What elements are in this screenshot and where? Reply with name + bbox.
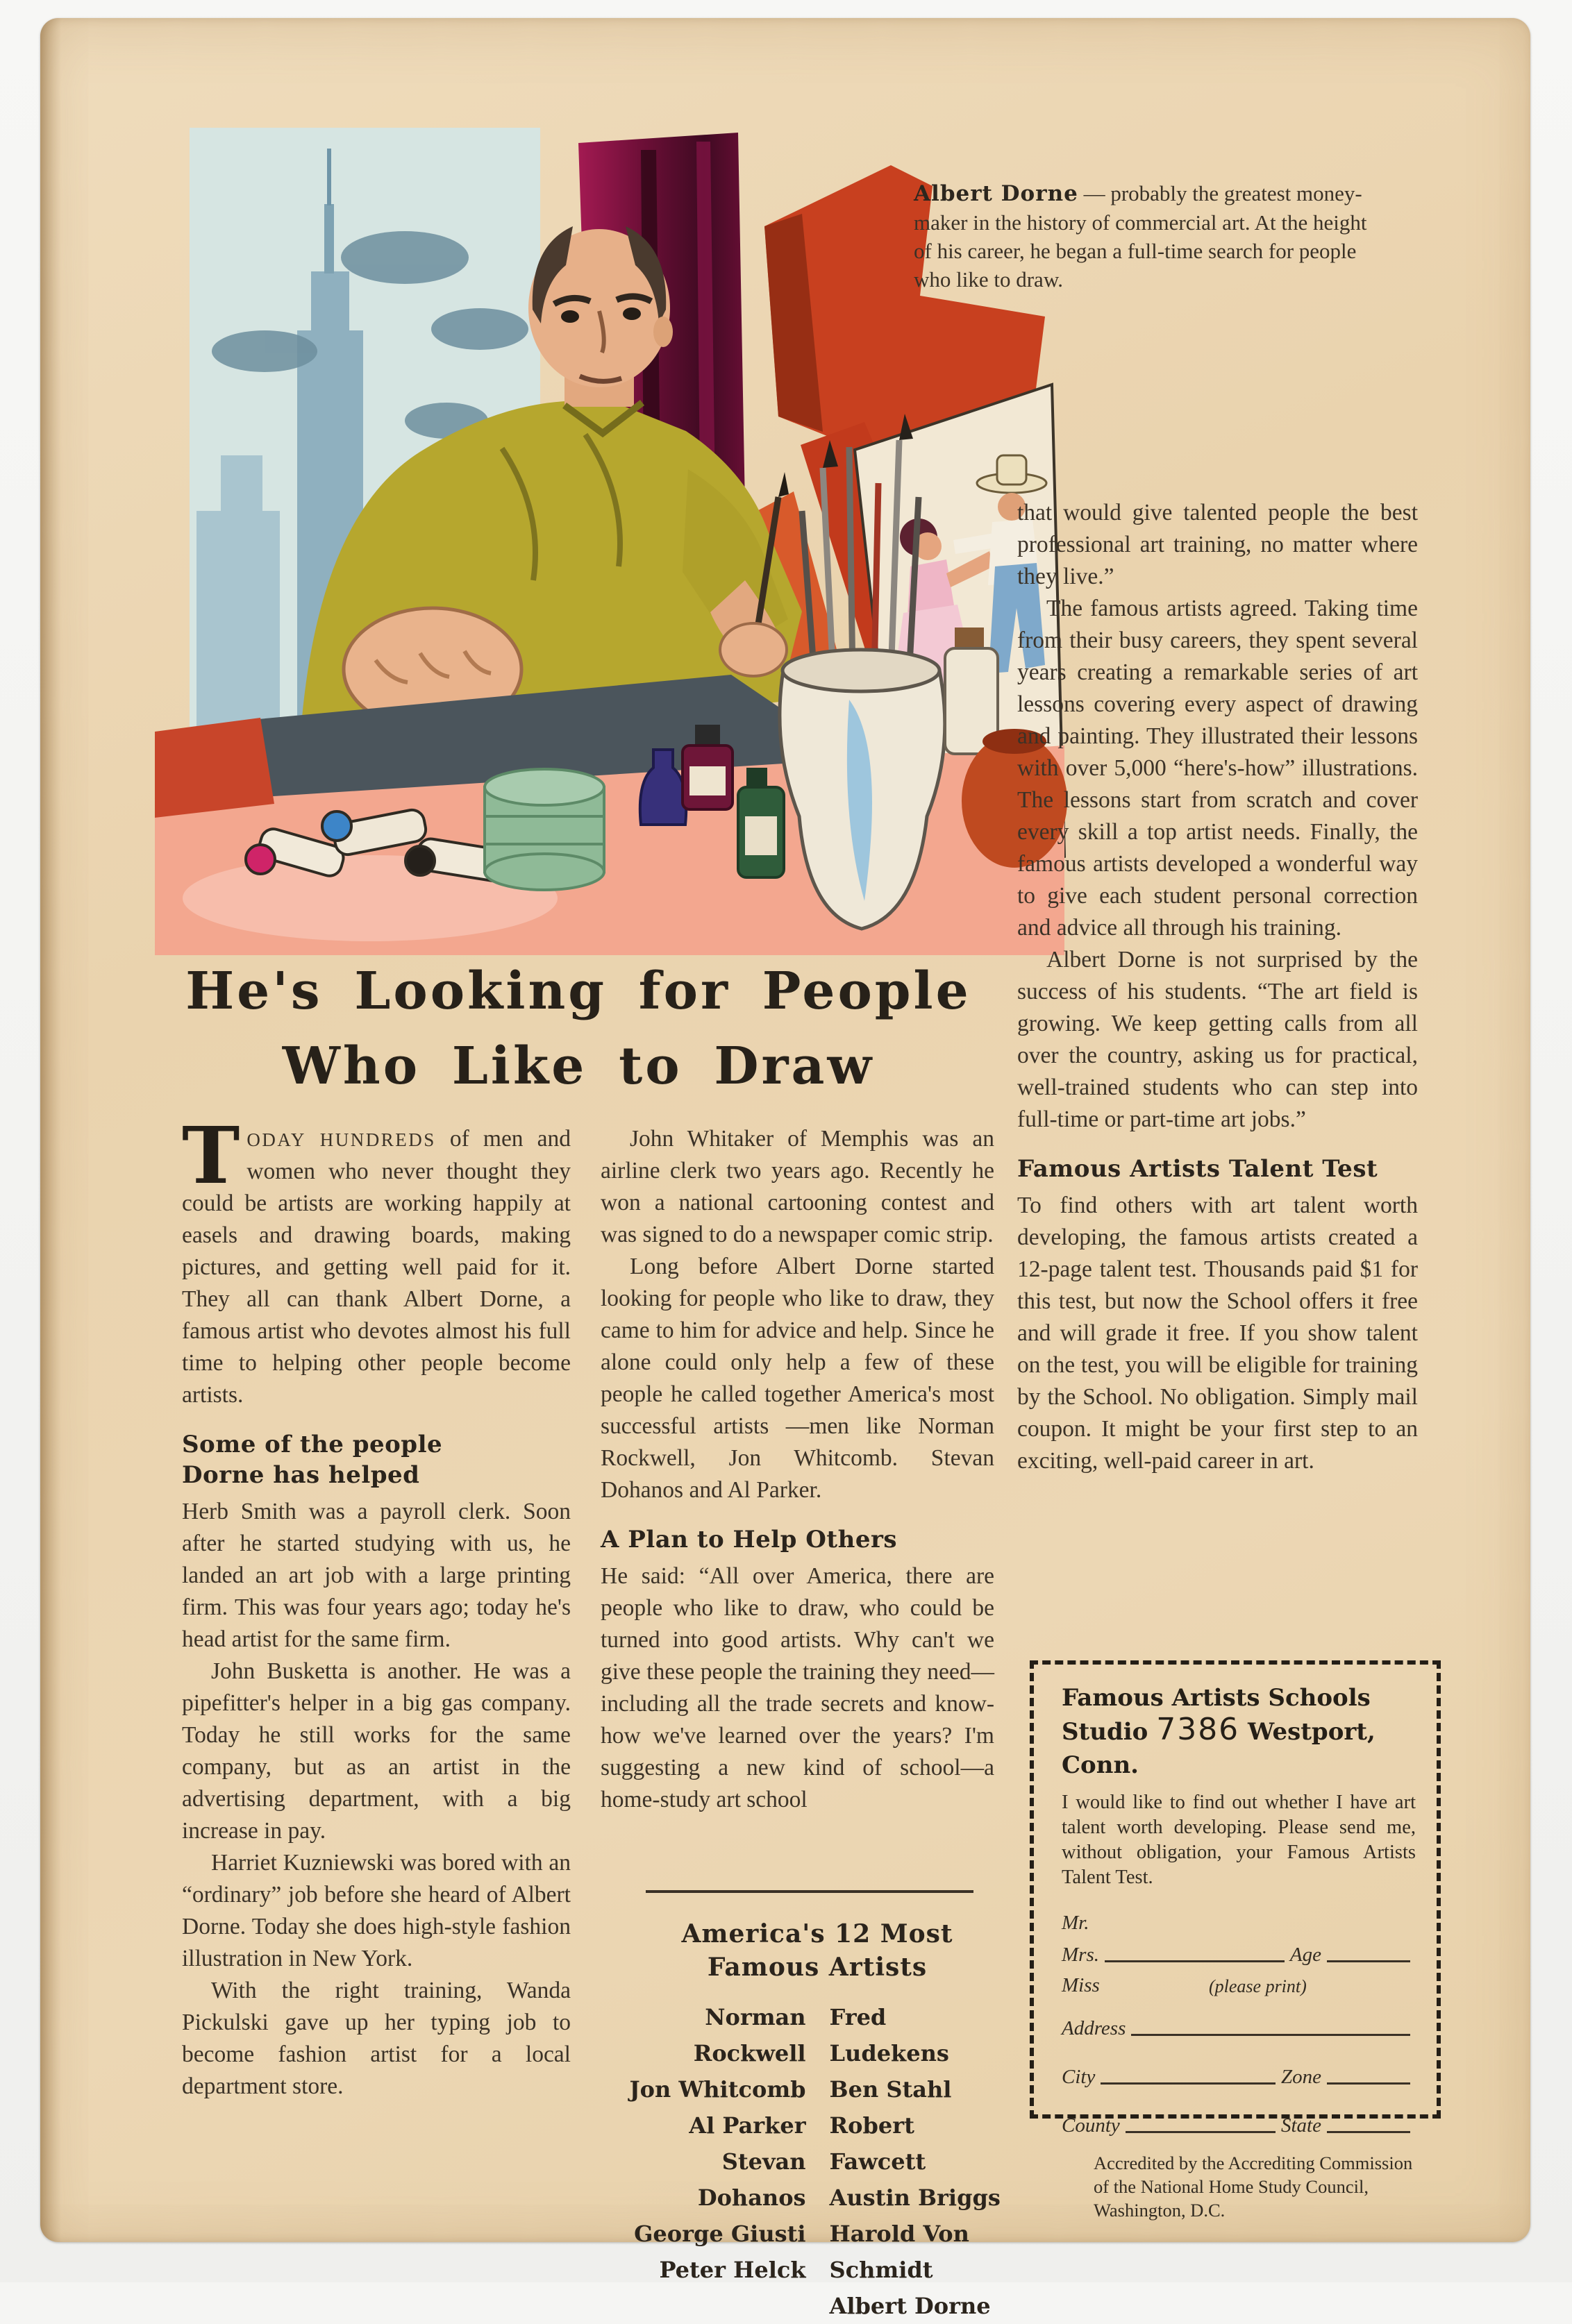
coupon-school-name: Famous Artists Schools <box>1062 1684 1371 1712</box>
artist-name: Norman Rockwell <box>693 2004 806 2066</box>
paragraph: Albert Dorne is not surprised by the success of his students. “The art field is growing. We keep getting calls from all over the country, asking us for practical, well-trained students who can step into full-time or part-time art jobs.” <box>1017 947 1418 1132</box>
coupon-request-text: I would like to find out whether I have art talent worth developing. Please send me, without obligation, your Famous Artists Talent Test. <box>1062 1792 1416 1888</box>
city-blank-line <box>1101 2062 1276 2085</box>
subhead-people-dorne-helped: Some of the people Dorne has helped <box>182 1431 443 1489</box>
paragraph: TODAY HUNDREDS of men and women who never thought they could be artists are working happily at easels and drawing boards, making pictures, and getting well paid for it. They all can thank Albert Dorne, a famous artist who devotes almost his full time to helping other people become artists. <box>182 1111 571 1408</box>
comic-back-page <box>40 18 1530 2319</box>
artist-name: Stevan Dohanos <box>697 2148 806 2211</box>
field-label-city: City <box>1062 2066 1096 2088</box>
artist-name: Albert Dorne <box>829 2293 991 2319</box>
field-label-mrs: Mrs. <box>1062 1944 1099 1966</box>
green-tins <box>485 769 604 890</box>
address-blank-line <box>1131 2013 1410 2036</box>
body-column-right <box>1017 497 1418 1477</box>
field-label-zone: Zone <box>1281 2066 1321 2088</box>
coupon-address-line: Studio 7386 Westport, Conn. <box>1062 1712 1376 1779</box>
artists-right-column <box>806 1999 1007 2324</box>
field-label-miss: Miss <box>1062 1974 1100 1996</box>
paragraph: The famous artists agreed. Taking time from their busy careers, they spent several years creating a remarkable series of art lessons covering every aspect of drawing and painting. They illustrated their lessons with over 5,000 “here's-how” illustrations. The lessons start from scratch and cover every skill a top artist needs. Finally, the famous artists developed a wonderful way to give each student personal correction and advice all through his training. <box>1017 596 1418 941</box>
caption-lead: Albert Dorne <box>914 181 1078 206</box>
body-column-left <box>182 1111 571 2103</box>
small-caps-lead: ODAY HUNDREDS <box>246 1129 436 1150</box>
photo-caption <box>914 179 1378 294</box>
accreditation-note: Accredited by the Accrediting Commission of the National Home Study Council, Washington, D.C. <box>1094 2153 1413 2221</box>
age-blank-line <box>1327 1939 1410 1962</box>
artists-left-column <box>627 1999 806 2324</box>
county-blank-line <box>1126 2110 1276 2133</box>
famous-artists-list <box>627 1917 1007 2324</box>
caption-text: — probably the greatest money-maker in the history of commercial art. At the height of his career, he began a full-time search for people who like to draw. <box>914 181 1367 292</box>
artist-name: George Giusti <box>634 2221 806 2247</box>
paragraph: He said: “All over America, there are people who like to draw, who could be turned into good artists. Why can't we give these people the training they need—including all the trade secrets and know-how we've learned over the years? I'm suggesting a new kind of school—a home-study art school <box>601 1563 994 1812</box>
section-divider-rule <box>646 1890 973 1893</box>
name-blank-line <box>1105 1939 1285 1962</box>
subhead-plan-to-help-others: A Plan to Help Others <box>601 1526 898 1553</box>
artist-name: Peter Helck <box>659 2257 806 2283</box>
paragraph: Long before Albert Dorne started looking for people who like to draw, they came to him for advice and help. Since he alone could only help a few of these people he called together America's most successful artists —men like Norman Rockwell, Jon Whitcomb. Stevan Dohanos and Al Parker. <box>601 1254 994 1503</box>
paragraph: With the right training, Wanda Pickulski gave up her typing job to become fashion artist for a local department store. <box>182 1978 571 2099</box>
coupon-form <box>1062 1908 1416 2137</box>
paragraph: Harriet Kuzniewski was bored with an “ordinary” job before she heard of Albert Dorne. Today she does high-style fashion illustration in New York. <box>182 1850 571 1971</box>
headline-line1: He's Looking for People <box>185 961 971 1021</box>
artist-name: Harold Von Schmidt <box>829 2221 969 2283</box>
artist-name: Robert Fawcett <box>829 2112 926 2175</box>
mail-in-coupon <box>1030 1660 1441 2221</box>
field-label-county: County <box>1062 2114 1120 2137</box>
artist-name: Jon Whitcomb <box>629 2076 806 2103</box>
paragraph: To find others with art talent worth developing, the famous artists created a 12-page talent test. Thousands paid $1 for this test, but now the School offers it free and will grade it free. If you show talent on the test, you will be eligible for training by the School. No obligation. Simply mail coupon. It might be your first step to an exciting, well-paid career in art. <box>1017 1193 1418 1474</box>
body-column-middle <box>601 1123 994 1816</box>
zone-blank-line <box>1327 2062 1410 2085</box>
artist-name: Austin Briggs <box>829 2184 1001 2211</box>
headline-line2: Who Like to Draw <box>282 1036 875 1096</box>
field-label-age: Age <box>1289 1944 1321 1966</box>
field-label-state: State <box>1281 2114 1321 2137</box>
field-label-mr: Mr. <box>1062 1912 1089 1934</box>
artist-name: Al Parker <box>689 2112 806 2139</box>
subhead-talent-test: Famous Artists Talent Test <box>1017 1155 1378 1183</box>
artists-list-title: America's 12 Most Famous Artists <box>681 1919 953 1982</box>
paragraph: John Whitaker of Memphis was an airline clerk two years ago. Recently he won a national cartooning contest and was signed to do a newspaper comic strip. <box>601 1126 994 1247</box>
ad-headline <box>131 954 1026 1104</box>
state-blank-line <box>1327 2110 1410 2133</box>
field-label-address: Address <box>1062 2017 1126 2039</box>
artist-name: Ben Stahl <box>829 2076 952 2103</box>
paragraph: Herb Smith was a payroll clerk. Soon after he started studying with us, he landed an art job with a large printing firm. This was four years ago; today he's head artist for the same firm. <box>182 1499 571 1652</box>
please-print-hint: (please print) <box>1208 1976 1307 1996</box>
drop-cap: T <box>182 1111 240 1202</box>
paragraph: that would give talented people the best professional art training, no matter where they live.” <box>1017 500 1418 589</box>
paragraph: John Busketta is another. He was a pipefitter's helper in a big gas company. Today he still works for the same company, but as an artist in the advertising department, with a big increase in pay. <box>182 1658 571 1844</box>
studio-number: 7386 <box>1156 1712 1240 1747</box>
artist-name: Fred Ludekens <box>829 2004 949 2066</box>
